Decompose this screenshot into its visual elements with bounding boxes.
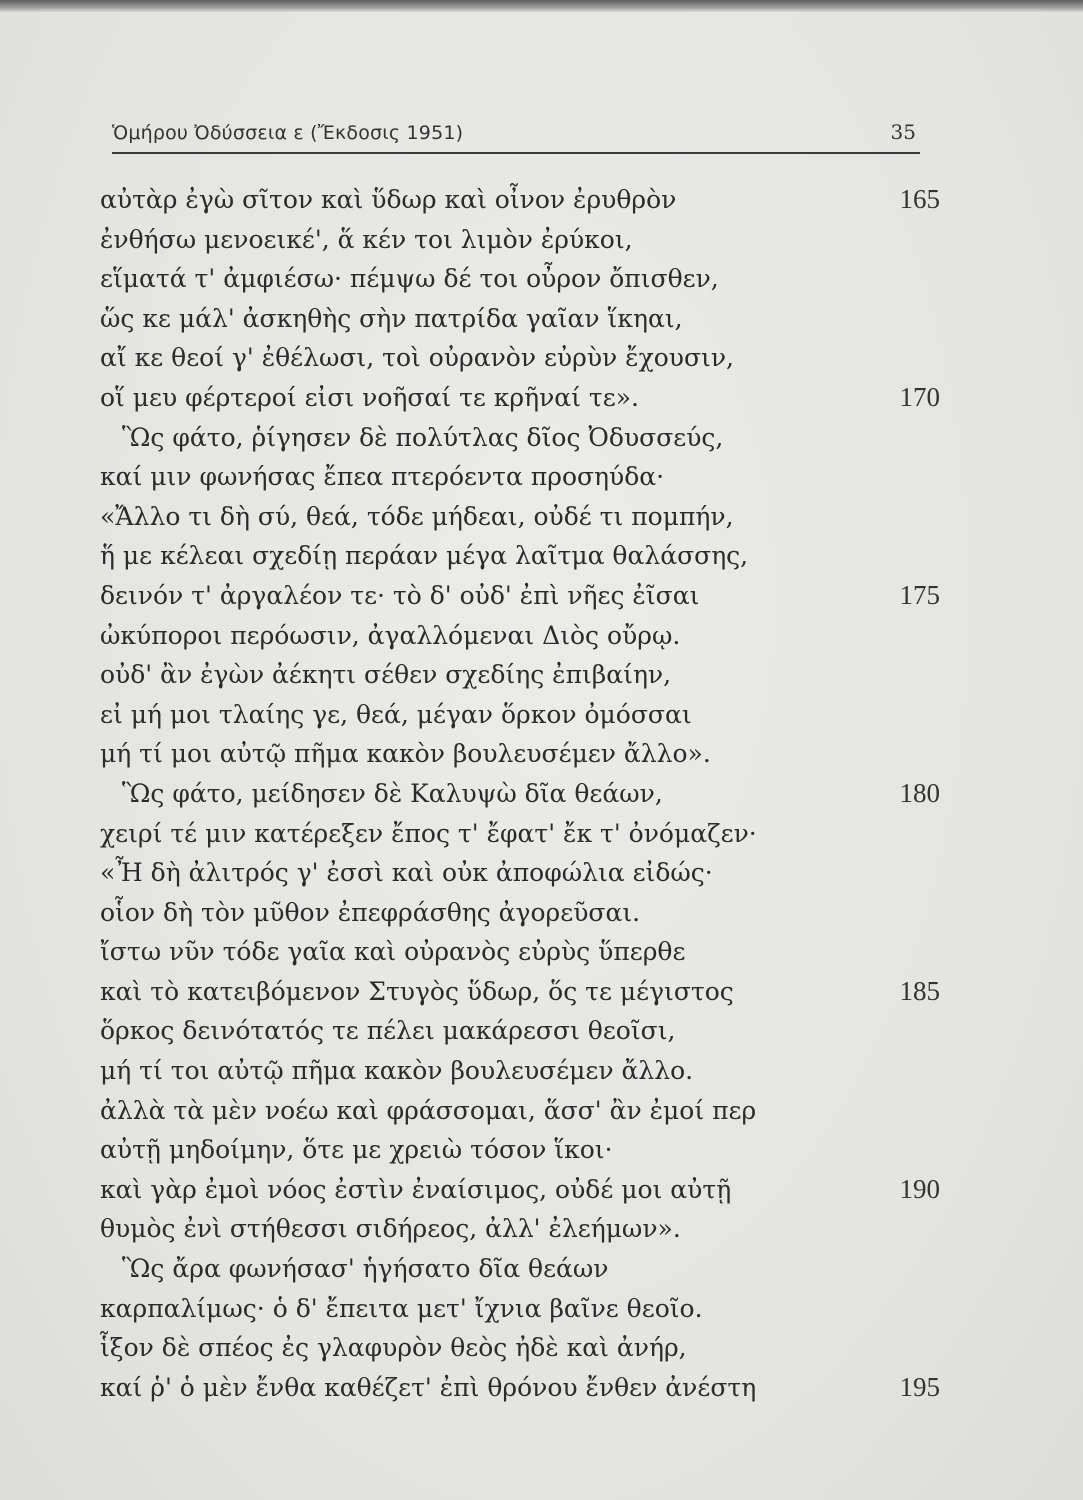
- verse-line: [100, 1209, 940, 1249]
- line-number: 165: [899, 184, 940, 214]
- verse-text: καὶ γὰρ ἐμοὶ νόος ἐστὶν ἐναίσιμος, οὐδέ μοι αὐτῇ: [100, 1174, 732, 1204]
- page-top-edge: [0, 0, 1083, 12]
- running-header-title: Ὁμήρου Ὀδύσσεια ε (Ἔκδοσις 1951): [112, 122, 464, 144]
- verse-text: ἥ με κέλεαι σχεδίῃ περάαν μέγα λαῖτμα θαλάσσης,: [100, 541, 749, 571]
- verse-text: μή τί μοι αὐτῷ πῆμα κακὸν βουλευσέμεν ἄλλο».: [100, 739, 711, 769]
- line-number: 185: [899, 975, 940, 1006]
- verse-line: [100, 774, 940, 814]
- verse-line: [100, 972, 940, 1012]
- verse-line: [100, 932, 940, 972]
- verse-line: [100, 1051, 940, 1091]
- verse-line: [100, 180, 940, 220]
- verse-text: αὐτῇ μηδοίμην, ὅτε με χρειὼ τόσον ἵκοι·: [100, 1135, 613, 1165]
- verse-text: οἵ μευ φέρτεροί εἰσι νοῆσαί τε κρῆναί τε».: [100, 382, 639, 412]
- verse-text: οὐδ' ἂν ἐγὼν ἀέκητι σέθεν σχεδίης ἐπιβαίην,: [100, 660, 672, 690]
- verse-text: ἐνθήσω μενοεικέ', ἅ κέν τοι λιμὸν ἐρύκοι,: [100, 224, 633, 254]
- verse-text: «Ἦ δὴ ἀλιτρός γ' ἐσσὶ καὶ οὐκ ἀποφώλια εἰδώς·: [100, 858, 713, 888]
- verse-line: [100, 576, 940, 616]
- verse-line: [100, 734, 940, 774]
- verse-line: [100, 1170, 940, 1210]
- verse-text: εἰ μή μοι τλαίης γε, θεά, μέγαν ὅρκον ὀμόσσαι: [100, 699, 692, 729]
- verse-text: ὥς κε μάλ' ἀσκηθὴς σὴν πατρίδα γαῖαν ἵκηαι,: [100, 303, 683, 333]
- verse-text: ὠκύποροι περόωσιν, ἀγαλλόμεναι Διὸς οὔρῳ.: [100, 620, 681, 650]
- line-number: 175: [899, 579, 940, 610]
- verse-line: [100, 378, 940, 418]
- verse-text: θυμὸς ἐνὶ στήθεσσι σιδήρεος, ἀλλ' ἐλεήμων».: [100, 1214, 681, 1244]
- verse-text: καί ῥ' ὁ μὲν ἔνθα καθέζετ' ἐπὶ θρόνου ἔνθεν ἀνέστη: [100, 1372, 757, 1402]
- verse-line: [100, 418, 940, 458]
- verse-text: μή τί τοι αὐτῷ πῆμα κακὸν βουλευσέμεν ἄλλο.: [100, 1056, 694, 1086]
- line-number: 170: [899, 381, 940, 412]
- verse-text: ὅρκος δεινότατός τε πέλει μακάρεσσι θεοῖσι,: [100, 1016, 676, 1046]
- verse-line: [100, 457, 940, 497]
- verse-text: ἷξον δὲ σπέος ἐς γλαφυρὸν θεὸς ἠδὲ καὶ ἀνήρ,: [100, 1333, 687, 1363]
- verse-line: [100, 1289, 940, 1329]
- verse-line: [100, 655, 940, 695]
- verse-text: εἵματά τ' ἀμφιέσω· πέμψω δέ τοι οὖρον ὄπισθεν,: [100, 264, 719, 294]
- verse-text: Ὣς φάτο, ῥίγησεν δὲ πολύτλας δῖος Ὀδυσσεύς,: [122, 422, 724, 452]
- verse-text: ἴστω νῦν τόδε γαῖα καὶ οὐρανὸς εὐρὺς ὕπερθε: [100, 937, 686, 967]
- verse-text: οἷον δὴ τὸν μῦθον ἐπεφράσθης ἀγορεῦσαι.: [100, 897, 641, 927]
- verse-text: «Ἄλλο τι δὴ σύ, θεά, τόδε μήδεαι, οὐδέ τι πομπήν,: [100, 501, 734, 531]
- verse-text: αἴ κε θεοί γ' ἐθέλωσι, τοὶ οὐρανὸν εὐρὺν ἔχουσιν,: [100, 343, 734, 373]
- verse-line: [100, 1249, 940, 1289]
- verse-line: [100, 1130, 940, 1170]
- line-number: 190: [899, 1173, 940, 1204]
- verse-line: [100, 814, 940, 854]
- page-number: 35: [890, 120, 916, 144]
- verse-line: [100, 853, 940, 893]
- verse-line: [100, 497, 940, 537]
- verse-text: καί μιν φωνήσας ἔπεα πτερόεντα προσηύδα·: [100, 462, 665, 492]
- line-number: 195: [899, 1371, 940, 1402]
- verse-block: [100, 180, 940, 1407]
- verse-text: καρπαλίμως· ὁ δ' ἔπειτα μετ' ἴχνια βαῖνε θεοῖο.: [100, 1293, 703, 1323]
- running-header: [112, 116, 920, 154]
- verse-line: [100, 338, 940, 378]
- verse-line: [100, 259, 940, 299]
- verse-line: [100, 1011, 940, 1051]
- verse-line: [100, 299, 940, 339]
- verse-line: [100, 1328, 940, 1368]
- verse-line: [100, 1091, 940, 1131]
- verse-line: [100, 695, 940, 735]
- verse-text: Ὣς ἄρα φωνήσασ' ἡγήσατο δῖα θεάων: [122, 1254, 609, 1284]
- verse-line: [100, 616, 940, 656]
- verse-text: χειρί τέ μιν κατέρεξεν ἔπος τ' ἔφατ' ἔκ τ' ὀνόμαζεν·: [100, 818, 757, 848]
- verse-text: δεινόν τ' ἀργαλέον τε· τὸ δ' οὐδ' ἐπὶ νῆες ἐῖσαι: [100, 580, 700, 610]
- verse-line: [100, 1368, 940, 1408]
- line-number: 180: [899, 777, 940, 808]
- verse-text: Ὣς φάτο, μείδησεν δὲ Καλυψὼ δῖα θεάων,: [122, 778, 663, 808]
- verse-line: [100, 536, 940, 576]
- verse-text: αὐτὰρ ἐγὼ σῖτον καὶ ὕδωρ καὶ οἶνον ἐρυθρὸν: [100, 185, 677, 214]
- verse-text: ἀλλὰ τὰ μὲν νοέω καὶ φράσσομαι, ἅσσ' ἂν ἐμοί περ: [100, 1095, 757, 1125]
- verse-text: καὶ τὸ κατειβόμενον Στυγὸς ὕδωρ, ὅς τε μέγιστος: [100, 976, 734, 1006]
- verse-line: [100, 220, 940, 260]
- verse-line: [100, 893, 940, 933]
